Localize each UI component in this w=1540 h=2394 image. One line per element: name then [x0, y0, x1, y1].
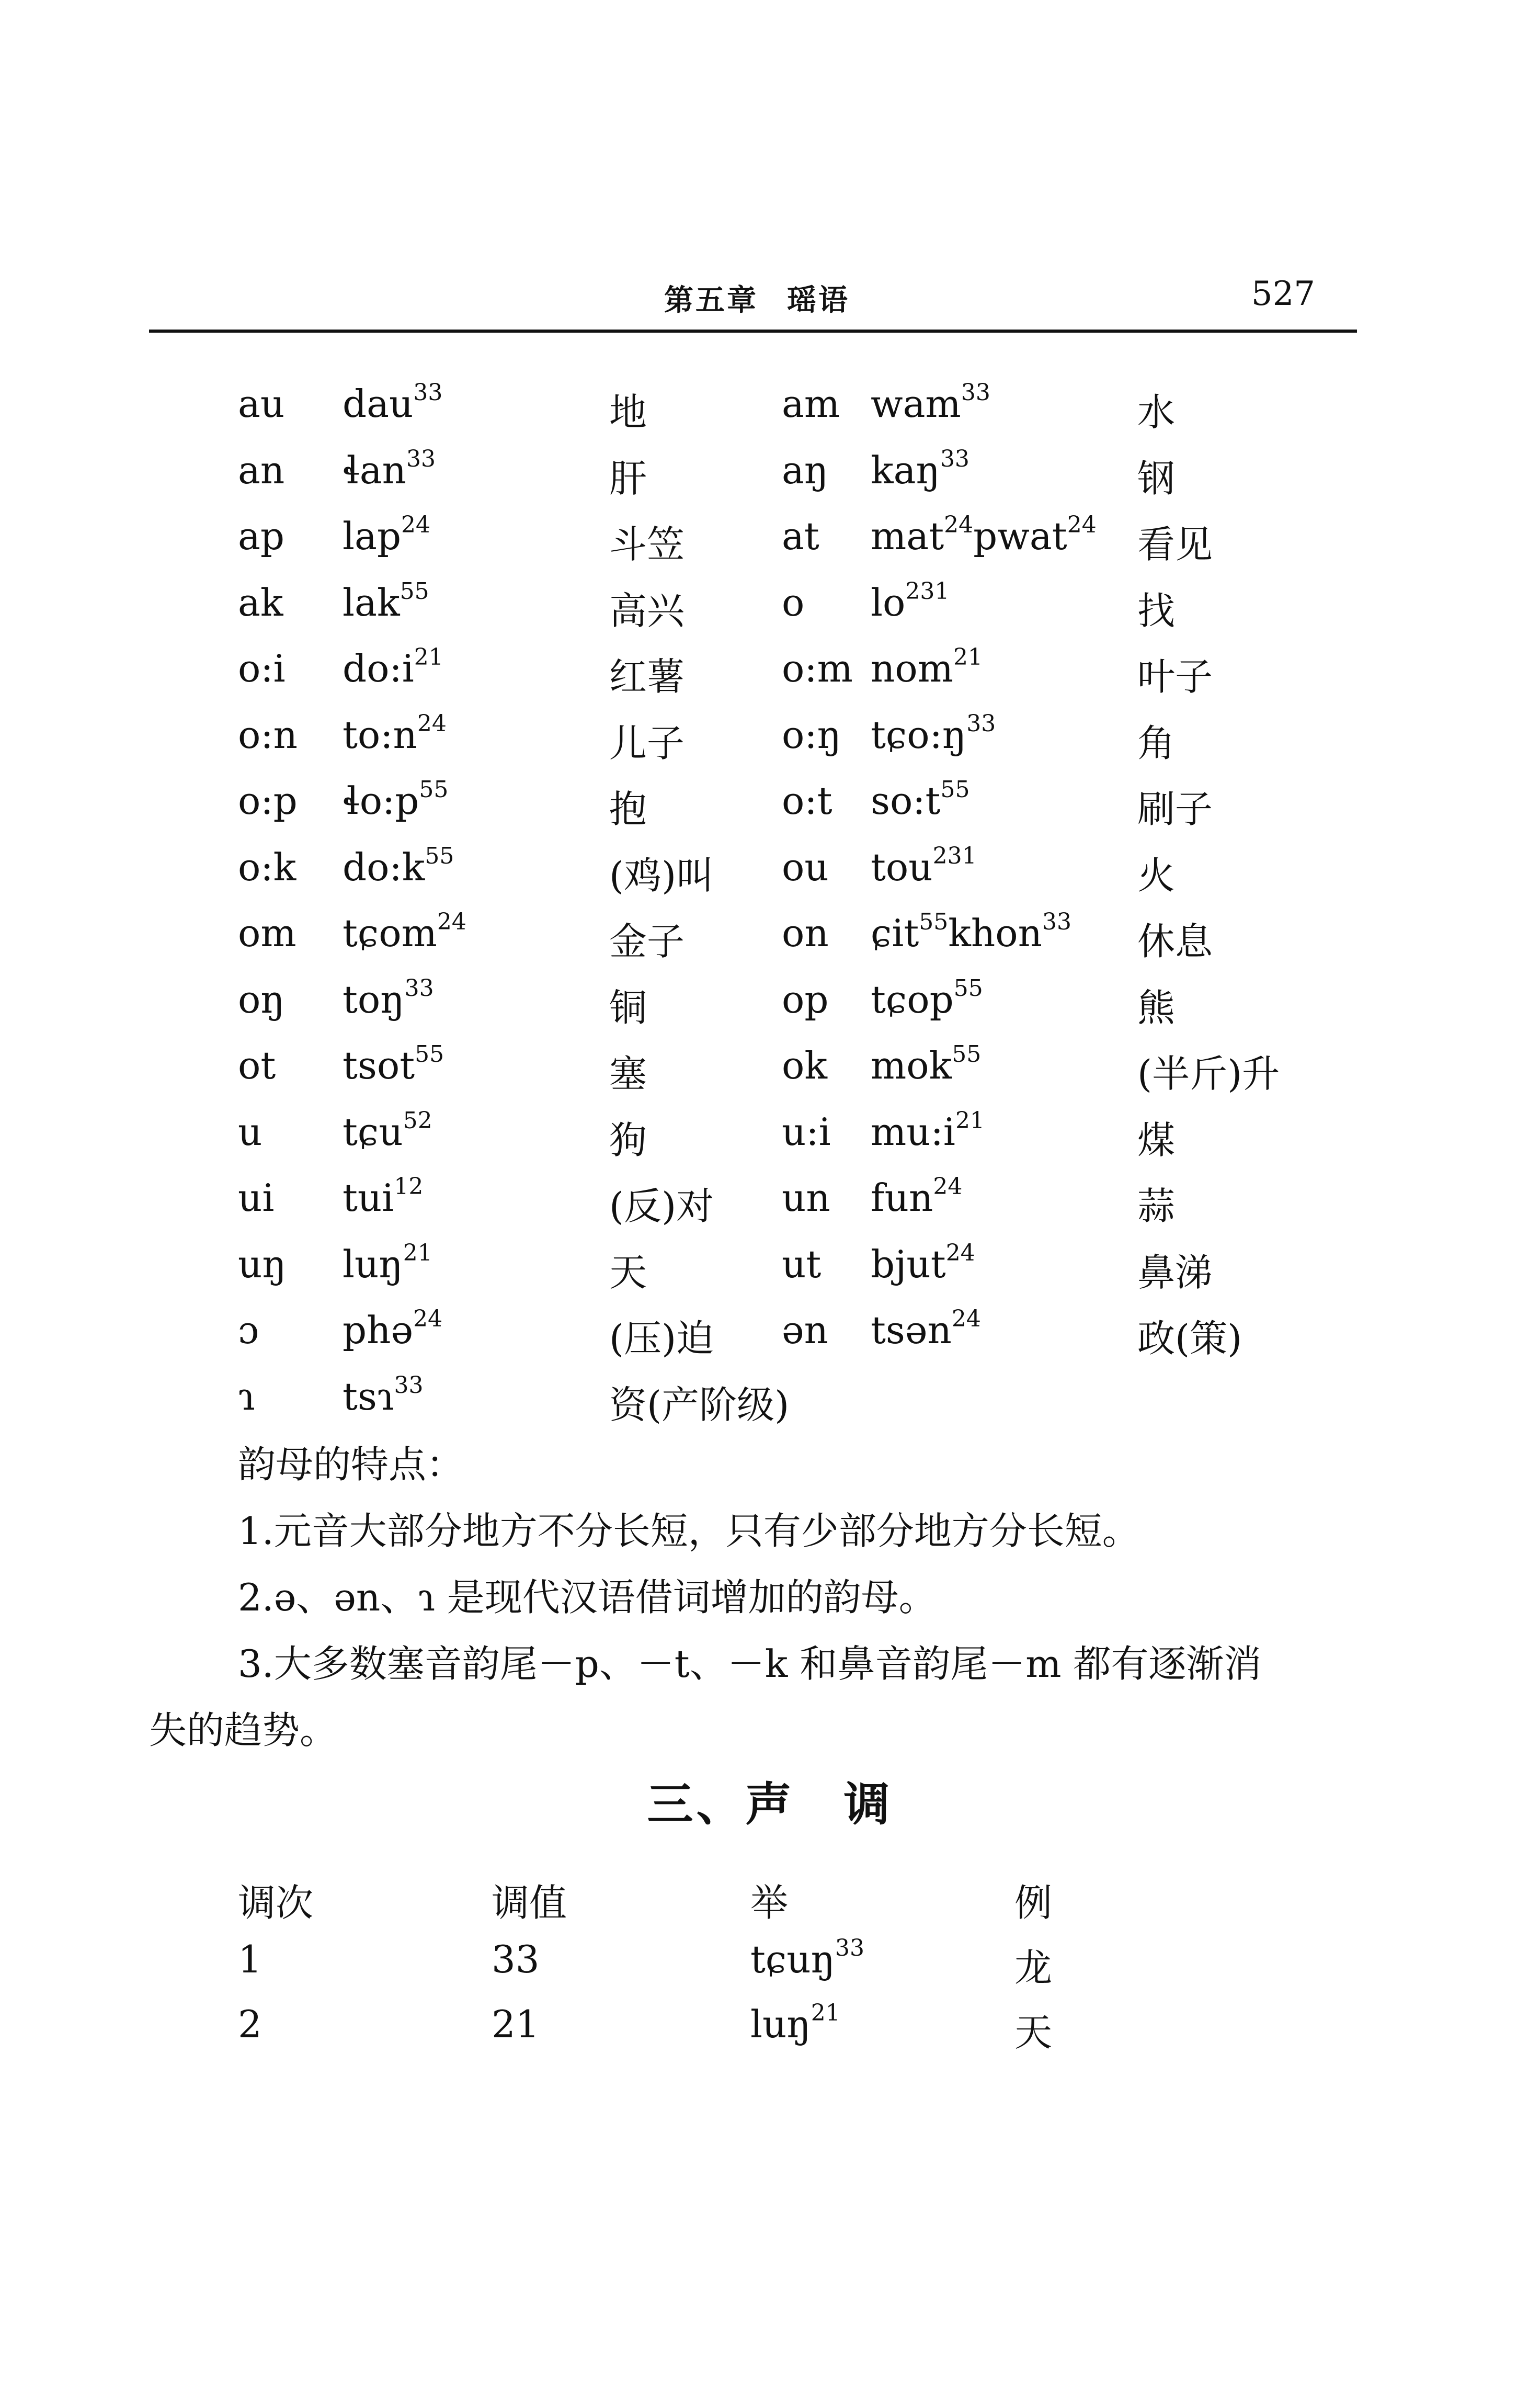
example-syllable: tɕom [343, 911, 437, 955]
example-word [343, 1308, 442, 1352]
final-symbol: ak [238, 580, 283, 625]
tone-value: 21 [492, 2002, 540, 2046]
gloss: 塞 [609, 1052, 647, 1096]
gloss: 政(策) [1137, 1317, 1242, 1360]
tone-mark: 24 [944, 512, 974, 538]
final-symbol: op [782, 977, 829, 1022]
final-row [0, 1107, 1540, 1176]
final-row [0, 1371, 1540, 1441]
tone-mark: 24 [951, 1306, 981, 1332]
tone-mark: 33 [940, 445, 969, 472]
example-word [871, 379, 990, 426]
example-syllable: mu:i [871, 1109, 955, 1154]
final-row [0, 445, 1540, 515]
tone-value: 33 [492, 1937, 540, 1981]
final-symbol: aŋ [782, 448, 829, 492]
tone-header: 调次 [238, 1881, 314, 1925]
example-syllable: luŋ [343, 1242, 403, 1286]
example-word [343, 842, 454, 889]
example-word [871, 1173, 963, 1220]
gloss: 鼻涕 [1137, 1250, 1213, 1295]
tone-mark: 55 [953, 974, 983, 1002]
gloss: 刷子 [1137, 787, 1213, 831]
page-number: 527 [1251, 275, 1315, 313]
gloss: 狗 [609, 1118, 647, 1162]
final-row [0, 577, 1540, 647]
gloss: (压)迫 [609, 1317, 714, 1360]
tone-mark: 24 [933, 1173, 963, 1200]
example-word [871, 974, 983, 1022]
note-item-2: 2.ə、ən、ɿ 是现代汉语借词增加的韵母。 [238, 1575, 937, 1619]
gloss: 高兴 [609, 588, 685, 633]
gloss: 资(产阶级) [609, 1382, 790, 1427]
example-word [871, 445, 969, 492]
gloss: 地 [609, 390, 647, 434]
final-symbol: ok [782, 1043, 827, 1087]
tone-table [0, 1873, 1540, 2067]
tone-mark: 231 [932, 842, 977, 869]
tone-mark: 24 [437, 909, 466, 935]
example-syllable: lak [343, 580, 400, 625]
final-symbol: oŋ [238, 977, 285, 1022]
gloss: 钢 [1137, 456, 1176, 501]
tone-example [750, 1937, 864, 1981]
example-syllable: lap [343, 514, 402, 558]
example-word [343, 577, 429, 625]
example-word [343, 710, 447, 757]
example-word [871, 710, 996, 757]
gloss: 儿子 [609, 721, 685, 765]
example-syllable: ɬan [343, 448, 406, 492]
example-syllable: tɕop [871, 977, 954, 1022]
tone-mark: 21 [953, 644, 983, 671]
tone-mark: 33 [966, 710, 996, 737]
example-syllable: tsot [343, 1043, 415, 1087]
final-row [0, 1239, 1540, 1309]
final-symbol: au [238, 382, 285, 426]
example-word [343, 445, 436, 492]
gloss: (鸡)叫 [609, 853, 714, 898]
example-syllable: nom [871, 646, 953, 690]
example-syllable: ɕit [871, 911, 919, 955]
example-word [343, 1371, 424, 1419]
section-title: 三、声 调 [647, 1777, 893, 1831]
example-syllable: phə [343, 1308, 414, 1352]
final-row [0, 379, 1540, 448]
gloss: 叶子 [1137, 655, 1213, 699]
example-syllable: mok [871, 1043, 952, 1087]
example-syllable: do:i [343, 646, 414, 690]
final-row [0, 776, 1540, 845]
final-row [0, 1173, 1540, 1242]
tone-mark: 33 [404, 974, 434, 1002]
tone-mark: 55 [919, 909, 949, 935]
example-syllable: tɕu [343, 1109, 403, 1154]
example-syllable: tou [871, 845, 933, 889]
tone-number: 2 [238, 2002, 262, 2046]
finals-table [0, 379, 1540, 1440]
final-symbol: o:p [238, 779, 298, 823]
final-symbol: ən [782, 1308, 828, 1352]
example-word [343, 1043, 444, 1087]
tone-row [0, 1937, 1540, 2002]
tone-mark: 55 [425, 842, 454, 869]
example-word [871, 1107, 985, 1154]
final-row [0, 646, 1540, 713]
final-symbol: o:k [238, 845, 296, 889]
example-word [871, 1239, 975, 1286]
final-symbol: ou [782, 845, 829, 889]
tone-mark: 12 [394, 1173, 424, 1200]
tone-gloss: 龙 [1014, 1946, 1053, 1990]
final-symbol: o:m [782, 646, 853, 690]
final-row [0, 1043, 1540, 1110]
gloss: 蒜 [1137, 1184, 1176, 1228]
final-symbol: o [782, 580, 805, 625]
example-word [343, 379, 443, 426]
final-symbol: o:ŋ [782, 712, 841, 757]
final-symbol: o:i [238, 646, 286, 690]
tone-mark: 33 [1042, 909, 1072, 935]
example-syllable: luŋ [750, 2002, 811, 2046]
gloss: (反)对 [609, 1184, 714, 1228]
final-row [0, 1308, 1540, 1375]
final-row [0, 911, 1540, 978]
example-word [871, 577, 950, 625]
tone-mark: 21 [955, 1107, 985, 1134]
tone-gloss: 天 [1014, 2011, 1053, 2055]
tone-mark: 24 [413, 1306, 443, 1332]
tone-mark: 55 [415, 1041, 444, 1068]
example-syllable: wam [871, 382, 961, 426]
example-word [871, 776, 970, 823]
final-symbol: an [238, 448, 285, 492]
tone-mark: 24 [1067, 512, 1097, 538]
final-symbol: om [238, 911, 296, 955]
gloss: 水 [1137, 390, 1176, 434]
final-symbol: ui [238, 1176, 275, 1220]
gloss: 抱 [609, 787, 647, 831]
gloss: 天 [609, 1250, 647, 1295]
tone-mark: 33 [835, 1935, 864, 1961]
example-word [343, 776, 449, 823]
note-item-1: 1.元音大部分地方不分长短，只有少部分地方分长短。 [238, 1509, 1140, 1553]
example-syllable: mat [871, 514, 944, 558]
final-symbol: am [782, 382, 840, 426]
example-word [871, 646, 983, 690]
gloss: 火 [1137, 853, 1176, 898]
example-syllable: lo [871, 580, 906, 625]
gloss: 肝 [609, 456, 647, 501]
tone-header: 例 [1014, 1881, 1053, 1925]
gloss: 找 [1137, 588, 1176, 633]
tone-mark: 21 [811, 2000, 840, 2026]
tone-mark: 52 [403, 1107, 432, 1134]
example-syllable: khon [948, 911, 1043, 955]
example-syllable: fun [871, 1176, 933, 1220]
final-symbol: un [782, 1176, 830, 1220]
example-word [343, 1239, 432, 1286]
example-word [871, 514, 1097, 558]
tone-row [0, 2002, 1540, 2067]
example-syllable: tsɿ [343, 1374, 394, 1419]
tone-header: 调值 [492, 1881, 567, 1925]
example-word [871, 1308, 981, 1352]
example-syllable: kaŋ [871, 448, 940, 492]
note-item-3: 3.大多数塞音韵尾－p、－t、－k 和鼻音韵尾－m 都有逐渐消 [238, 1642, 1262, 1686]
running-title [664, 277, 850, 319]
tone-mark: 55 [940, 776, 970, 803]
final-symbol: ɔ [238, 1308, 259, 1352]
tone-header-row [0, 1873, 1540, 1937]
notes-heading: 韵母的特点： [238, 1443, 464, 1487]
gloss: (半斤)升 [1137, 1052, 1280, 1096]
example-syllable: to:n [343, 712, 417, 757]
tone-mark: 24 [417, 710, 447, 737]
tone-mark: 55 [400, 577, 429, 605]
gloss: 熊 [1137, 985, 1176, 1030]
tone-mark: 33 [413, 379, 443, 406]
gloss: 金子 [609, 920, 685, 963]
example-syllable: tɕo:ŋ [871, 712, 967, 757]
gloss: 角 [1137, 721, 1176, 765]
final-row [0, 514, 1540, 581]
tone-mark: 24 [401, 512, 431, 538]
tone-mark: 55 [952, 1041, 982, 1068]
tone-number: 1 [238, 1937, 262, 1981]
gloss: 看见 [1137, 523, 1213, 566]
note-item-3-continued: 失的趋势。 [149, 1708, 338, 1752]
example-syllable: pwat [973, 514, 1067, 558]
gloss: 煤 [1137, 1118, 1176, 1162]
final-symbol: u:i [782, 1109, 831, 1154]
page-header [149, 272, 1357, 333]
final-symbol: o:t [782, 779, 832, 823]
gloss: 铜 [609, 985, 647, 1030]
example-syllable: so:t [871, 779, 941, 823]
final-symbol: ot [238, 1043, 276, 1087]
chapter-label: 第五章 [664, 283, 758, 317]
example-syllable: tsən [871, 1308, 952, 1352]
example-syllable: tɕuŋ [750, 1937, 835, 1981]
final-symbol: ɿ [238, 1374, 255, 1419]
example-word [871, 842, 977, 889]
example-syllable: do:k [343, 845, 425, 889]
example-word [871, 1043, 981, 1087]
tone-mark: 21 [403, 1239, 432, 1266]
tone-mark: 55 [419, 776, 449, 803]
final-symbol: ut [782, 1242, 822, 1286]
tone-mark: 33 [406, 445, 436, 472]
final-symbol: ap [238, 514, 285, 558]
tone-example [750, 2002, 840, 2046]
example-word [343, 1107, 432, 1154]
example-syllable: ɬo:p [343, 779, 419, 823]
notes-section [149, 1433, 1357, 1765]
gloss: 休息 [1137, 920, 1213, 963]
chapter-title: 瑶语 [787, 283, 850, 317]
example-word [343, 1173, 424, 1220]
final-symbol: at [782, 514, 819, 558]
final-row [0, 974, 1540, 1044]
tone-mark: 33 [961, 379, 990, 406]
example-word [871, 911, 1071, 955]
final-symbol: on [782, 911, 829, 955]
tone-mark: 231 [905, 577, 950, 605]
final-row [0, 710, 1540, 779]
tone-mark: 21 [414, 644, 443, 671]
example-syllable: bjut [871, 1242, 946, 1286]
example-word [343, 974, 434, 1022]
tone-mark: 24 [945, 1239, 975, 1266]
example-word [343, 646, 443, 690]
example-word [343, 514, 430, 558]
example-syllable: toŋ [343, 977, 405, 1022]
example-syllable: tui [343, 1176, 394, 1220]
final-symbol: u [238, 1109, 263, 1154]
gloss: 红薯 [609, 655, 685, 699]
tone-header: 举 [750, 1881, 789, 1925]
tone-mark: 33 [394, 1371, 424, 1399]
example-word [343, 911, 466, 955]
final-symbol: uŋ [238, 1242, 287, 1286]
example-syllable: dau [343, 382, 414, 426]
final-row [0, 842, 1540, 912]
final-symbol: o:n [238, 712, 298, 757]
gloss: 斗笠 [609, 523, 685, 566]
